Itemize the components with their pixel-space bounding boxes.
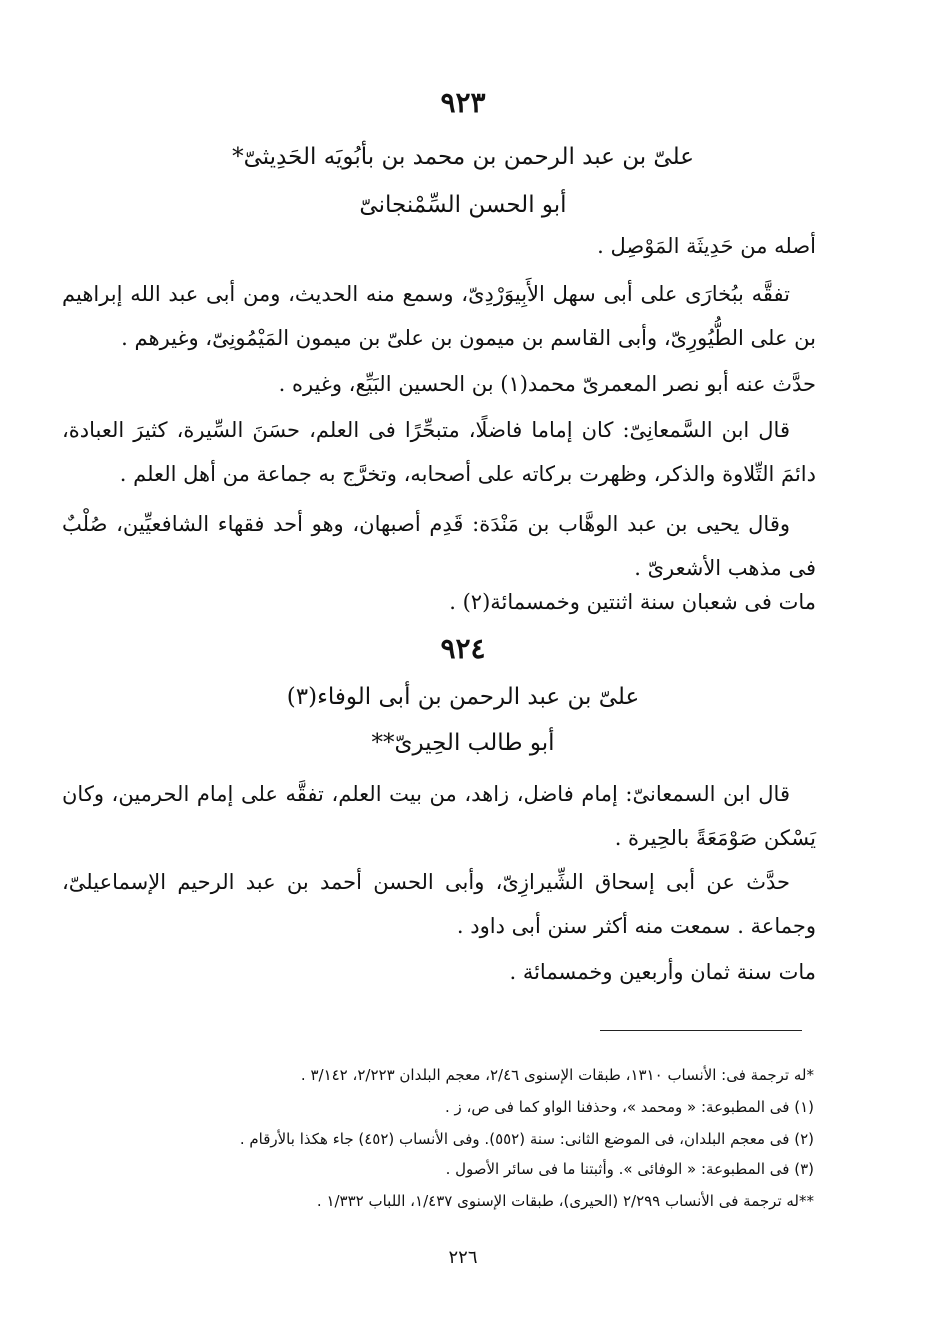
footnote: *له ترجمة فى: الأنساب ١٣١٠، طبقات الإسنوى ٢/٤٦، معجم البلدان ٢/٢٢٣، ٣/١٤٢ . [300, 1066, 814, 1084]
entry-number: ٩٢٣ [440, 86, 486, 119]
paragraph: أصله من حَدِيثَة المَوْصِل . [597, 234, 816, 258]
footnote: **له ترجمة فى الأنساب ٢/٢٩٩ (الحيرى)، طبقات الإسنوى ١/٤٣٧، اللباب ١/٣٣٢ . [316, 1192, 814, 1210]
paragraph: حدَّث عنه أبو نصر المعمرىّ محمد(١) بن الحسين البَيِّع، وغيره . [278, 372, 816, 396]
paragraph: حدَّث عن أبى إسحاق الشِّيرازِىّ، وأبى الحسن أحمد بن عبد الرحيم الإسماعيلىّ، وجماعة . سمعت منه أكثر سنن أبى داود . [62, 870, 816, 938]
entry-number: ٩٢٤ [440, 632, 486, 665]
entry-title: علىّ بن عبد الرحمن بن محمد بن بأبُويَه الحَدِيثىّ* [232, 144, 694, 170]
entry-subtitle: أبو طالب الحِيرىّ** [371, 730, 555, 756]
footnote-divider [600, 1030, 802, 1031]
paragraph: مات فى شعبان سنة اثنتين وخمسمائة(٢) . [449, 590, 816, 614]
paragraph: وقال يحيى بن عبد الوهَّاب بن مَنْدَة: قَدِم أصبهان، وهو أحد فقهاء الشافعيِّين، صُلْبٌ فى مذهب الأشعرىّ . [62, 512, 816, 580]
footnote: (١) فى المطبوعة: « ومحمد »، وحذفنا الواو كما فى ص، ز . [445, 1098, 814, 1116]
paragraph: مات سنة ثمان وأربعين وخمسمائة . [509, 960, 816, 984]
page-number: ٢٢٦ [448, 1247, 478, 1268]
paragraph: قال ابن السَّمعانِىّ: كان إماما فاضلًا، متبحِّرًا فى العلم، حسَنَ السِّيرة، كثيرَ العبادة، دائمَ التِّلاوة والذكر، وظهرت بركاته على أصحابه، وتخرَّج به جماعة من أهل العلم . [62, 418, 816, 486]
entry-subtitle: أبو الحسن السِّمْنجانىّ [359, 192, 567, 218]
paragraph: تفقَّه ببُخارَى على أبى سهل الأَبِيوَرْدِىّ، وسمع منه الحديث، ومن أبى عبد الله إبراهيم بن على الطُّيُورِىّ، وأبى القاسم بن ميمون بن علىّ بن ميمون المَيْمُونِىّ، وغيرهم . [62, 282, 816, 350]
footnote: (٣) فى المطبوعة: « الوفائى ». وأثبتنا ما فى سائر الأصول . [445, 1160, 814, 1178]
paragraph: قال ابن السمعانىّ: إمام فاضل، زاهد، من بيت العلم، تفقَّه على إمام الحرمين، وكان يَسْكن صَوْمَعَةً بالحِيرة . [62, 782, 816, 850]
footnote: (٢) فى معجم البلدان، فى الموضع الثانى: سنة (٥٥٢). وفى الأنساب (٤٥٢) جاء هكذا بالأرقام . [239, 1130, 814, 1148]
entry-title: علىّ بن عبد الرحمن بن أبى الوفاء(٣) [286, 684, 640, 710]
